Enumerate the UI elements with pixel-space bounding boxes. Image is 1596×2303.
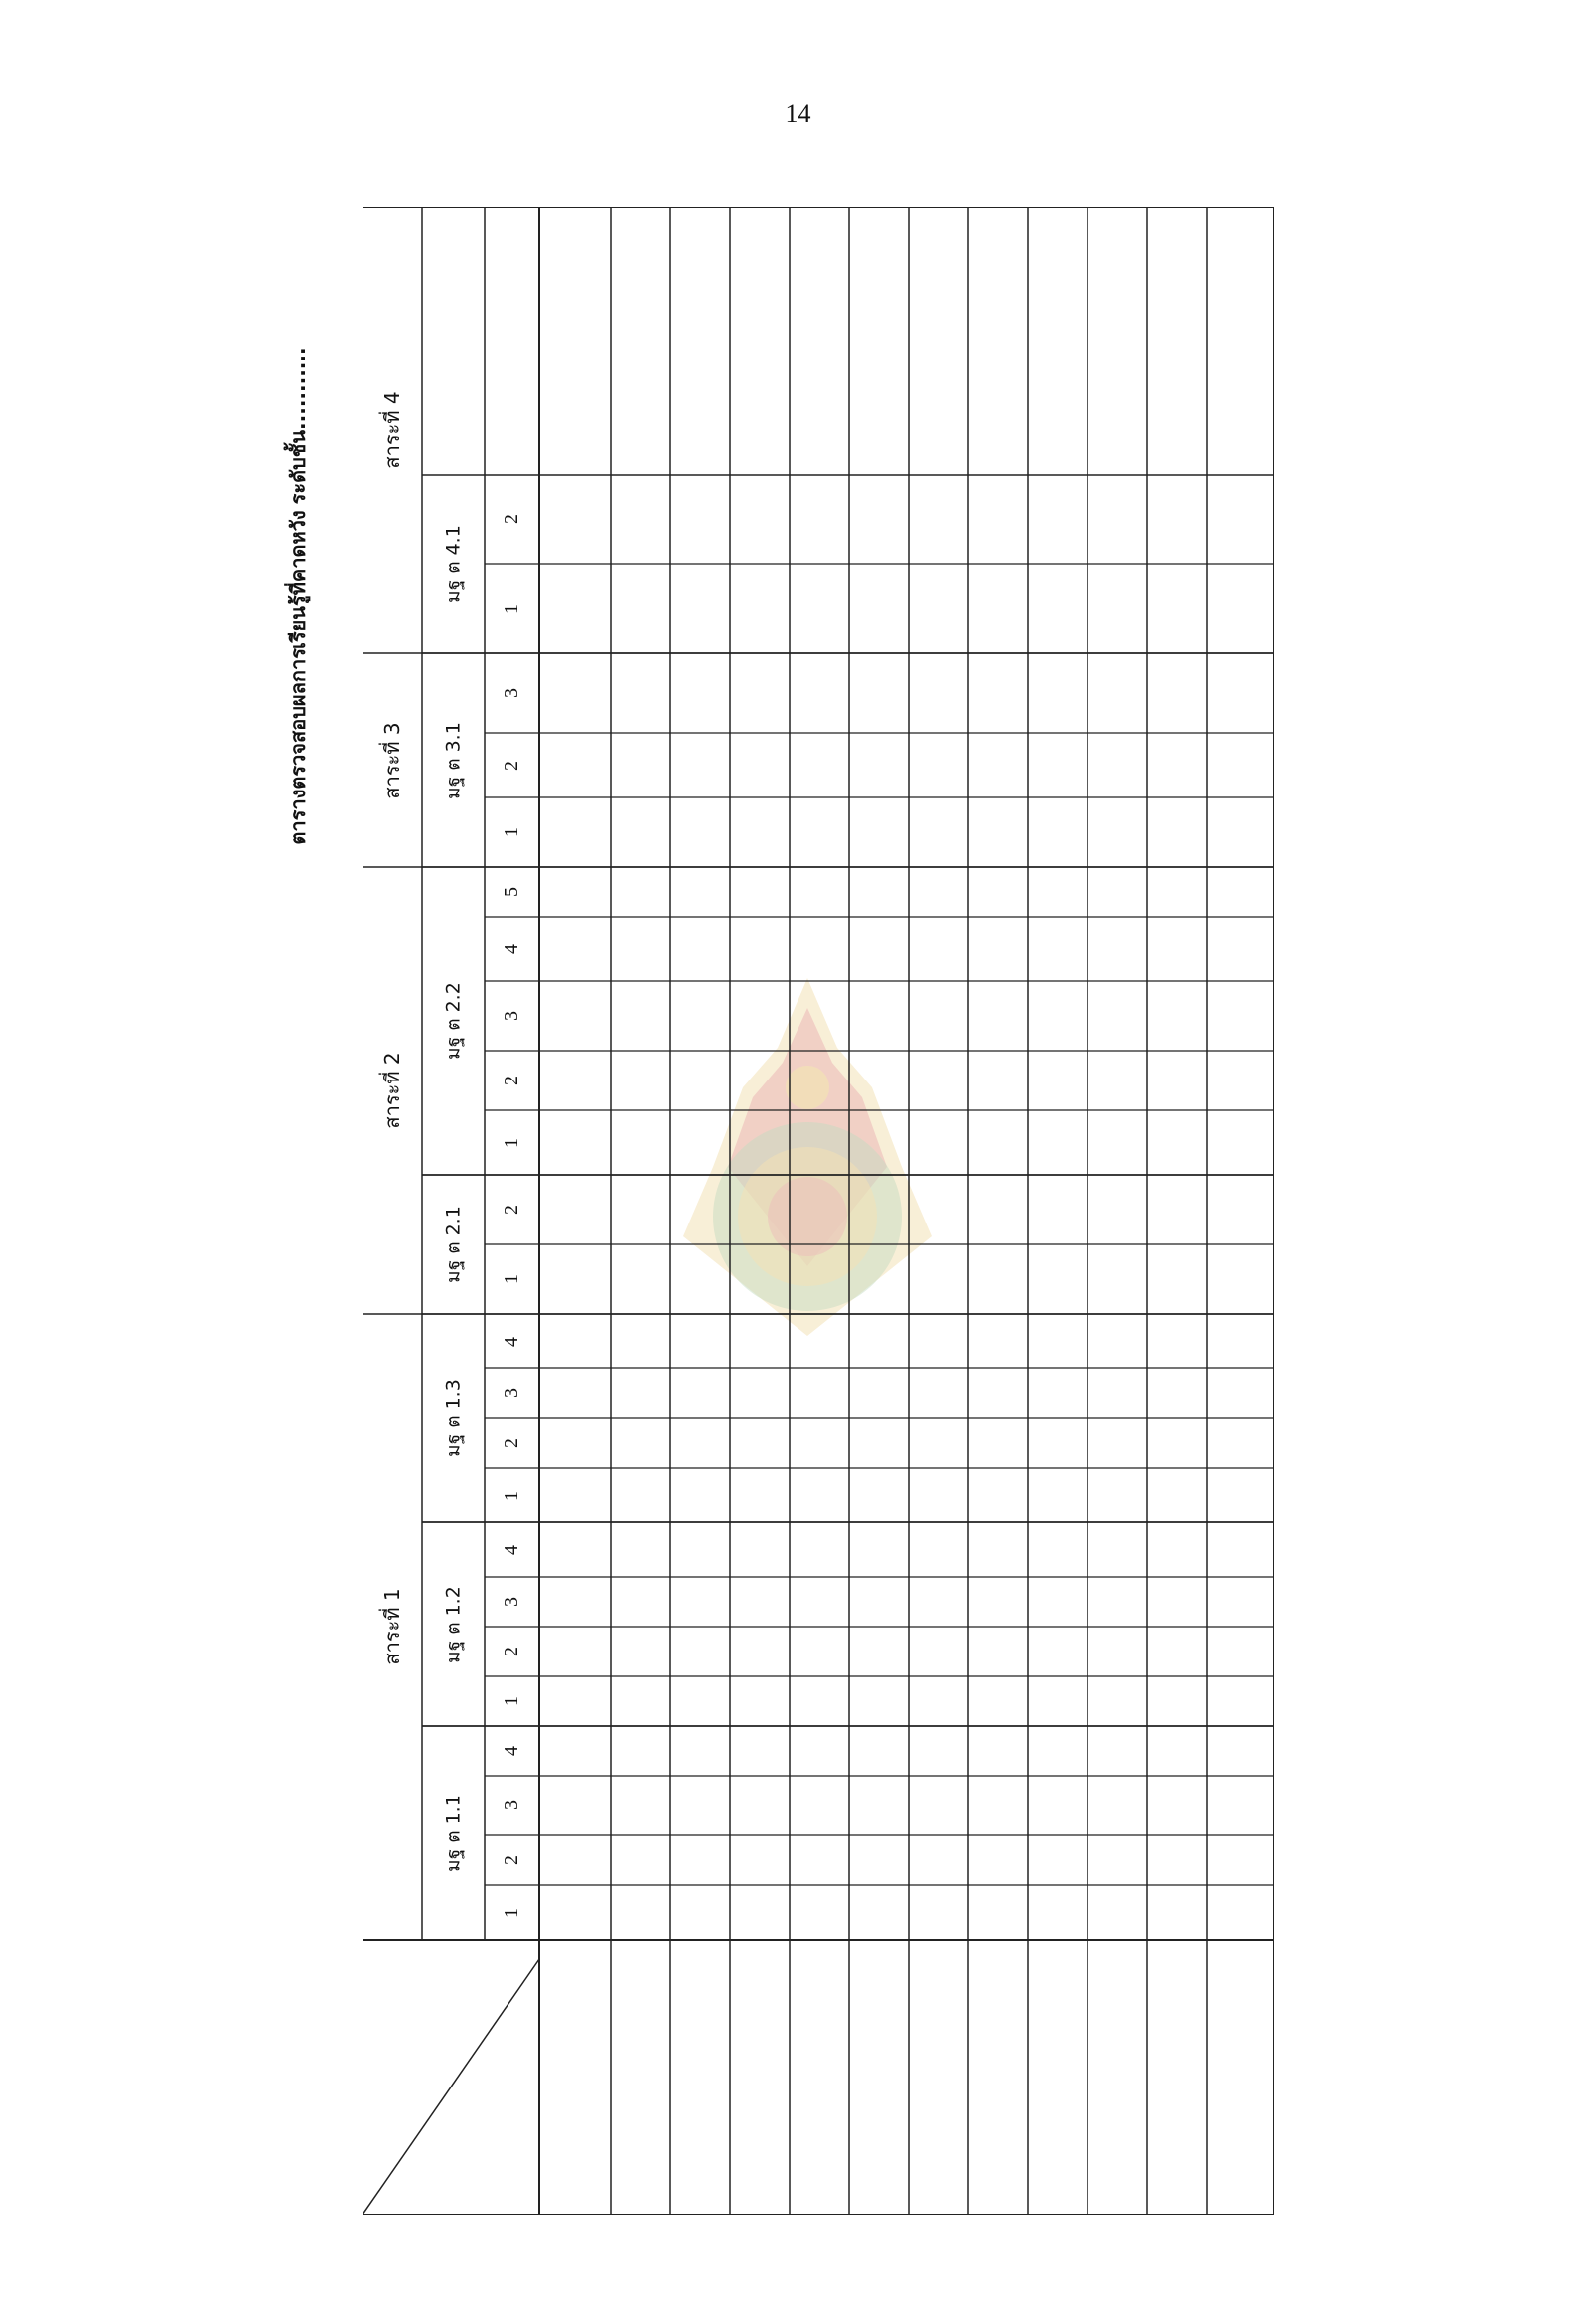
indicator-label: 2 (501, 1855, 522, 1865)
standard-label: มฐ ต 2.2 (442, 982, 465, 1060)
indicator-label: 4 (501, 1544, 522, 1555)
indicator-label: 3 (501, 688, 522, 698)
indicator-label: 3 (501, 1800, 522, 1810)
standard-label: มฐ ต 4.1 (442, 525, 465, 603)
indicator-label: 4 (501, 943, 522, 954)
indicator-label: 1 (501, 1137, 522, 1148)
header-diagonal (363, 1959, 539, 2215)
strand-label: สาระที่ 3 (380, 721, 404, 799)
indicator-label: 4 (501, 1336, 522, 1347)
strand-label: สาระที่ 2 (380, 1052, 404, 1129)
standard-label: มฐ ต 1.1 (442, 1794, 465, 1872)
indicator-label: 2 (501, 1647, 522, 1656)
standard-label: มฐ ต 3.1 (442, 721, 465, 799)
indicator-label: 1 (501, 1696, 522, 1706)
standard-label: มฐ ต 1.2 (442, 1585, 465, 1663)
page-number: 14 (785, 99, 811, 128)
indicator-label: 3 (501, 1597, 522, 1607)
indicator-label: 4 (501, 1746, 522, 1756)
indicator-label: 1 (501, 1907, 522, 1918)
table-grid-lines (363, 207, 1274, 2215)
strand-label: สาระที่ 1 (380, 1588, 404, 1665)
standard-label: มฐ ต 1.3 (442, 1379, 465, 1457)
indicator-label: 2 (501, 514, 522, 524)
indicator-label: 1 (501, 1490, 522, 1501)
indicator-label: 2 (501, 1076, 522, 1085)
indicator-label: 3 (501, 1011, 522, 1021)
page-title: ตารางตรวจสอบผลการเรียนรู้ที่คาดหวัง ระดับชั้น........... (286, 347, 310, 845)
indicator-label: 2 (501, 1205, 522, 1215)
indicator-label: 5 (501, 887, 522, 897)
indicator-label: 1 (501, 604, 522, 614)
indicator-label: 2 (501, 760, 522, 771)
standard-label: มฐ ต 2.1 (442, 1206, 465, 1283)
indicator-label: 1 (501, 1274, 522, 1284)
indicator-label: 2 (501, 1438, 522, 1448)
assessment-table (363, 207, 1274, 2215)
indicator-label: 3 (501, 1388, 522, 1398)
strand-label: สาระที่ 4 (380, 391, 404, 469)
indicator-label: 1 (501, 827, 522, 837)
